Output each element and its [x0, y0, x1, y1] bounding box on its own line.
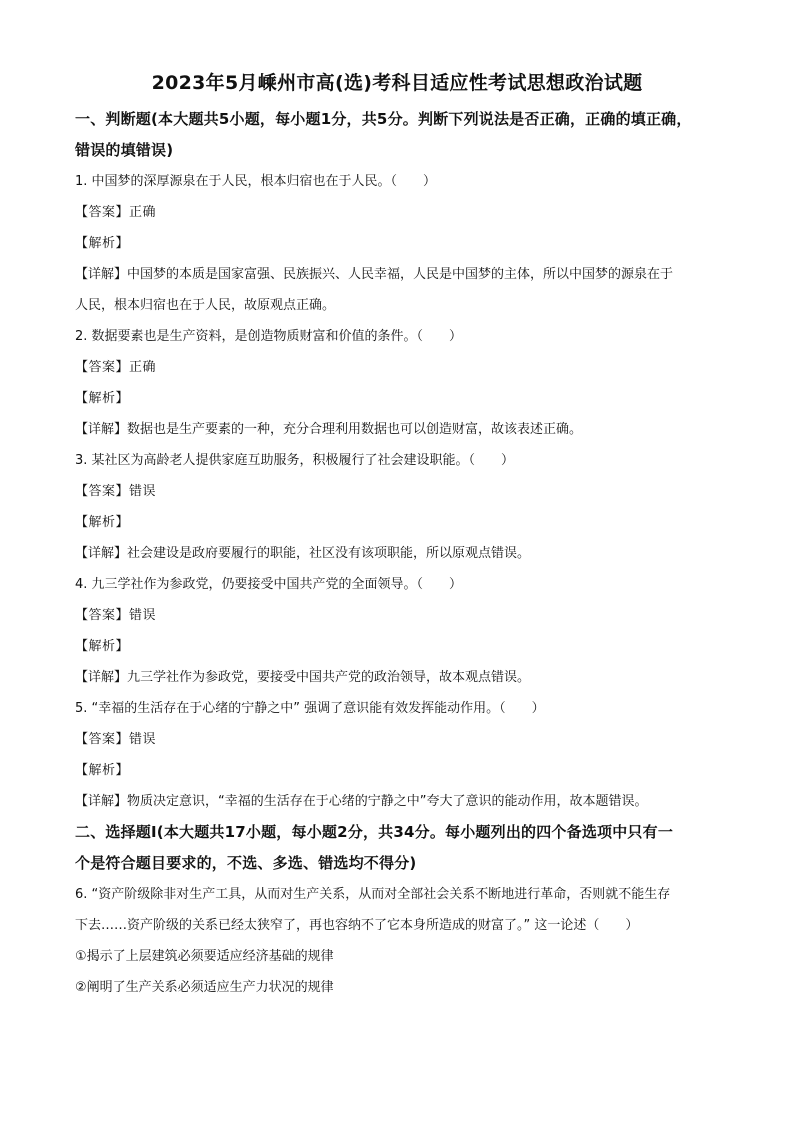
- question-3-analysis: 【解析】: [75, 515, 130, 530]
- document-body: [75, 104, 725, 1003]
- section-heading-choice: 二、选择题Ⅰ(本大题共17小题，每小题2分，共34分。每小题列出的四个备选项中只有一: [75, 823, 674, 841]
- section-heading-judgment-cont: 错误的填错误): [75, 141, 174, 159]
- question-2-answer: 【答案】正确: [75, 360, 157, 375]
- page-title: 2023年5月嵊州市高(选)考科目适应性考试思想政治试题: [151, 72, 643, 94]
- question-4-stem: 4. 九三学社作为参政党，仍要接受中国共产党的全面领导。（ ）: [75, 577, 463, 592]
- question-3-stem: 3. 某社区为高龄老人提供家庭互助服务，积极履行了社会建设职能。（ ）: [75, 453, 515, 468]
- question-6-option-1: ①揭示了上层建筑必须要适应经济基础的规律: [75, 949, 334, 964]
- question-1-answer: 【答案】正确: [75, 205, 157, 220]
- question-5-answer: 【答案】错误: [75, 732, 157, 747]
- question-6-stem-cont: 下去……资产阶级的关系已经太狭窄了，再也容纳不了它本身所造成的财富了。” 这一论述（ ）: [75, 918, 639, 933]
- section-heading-judgment: 一、判断题(本大题共5小题，每小题1分，共5分。判断下列说法是否正确，正确的填正确，: [75, 110, 692, 128]
- question-4-analysis: 【解析】: [75, 639, 130, 654]
- question-4-detail: 【详解】九三学社作为参政党，要接受中国共产党的政治领导，故本观点错误。: [75, 670, 531, 685]
- question-6-stem: 6. “资产阶级除非对生产工具，从而对生产关系，从而对全部社会关系不断地进行革命，否则就不能生存: [75, 887, 671, 902]
- section-heading-choice-cont: 个是符合题目要求的，不选、多选、错选均不得分): [75, 854, 417, 872]
- question-3-detail: 【详解】社会建设是政府要履行的职能，社区没有该项职能，所以原观点错误。: [75, 546, 531, 561]
- question-2-analysis: 【解析】: [75, 391, 130, 406]
- question-5-stem: 5. “幸福的生活存在于心绪的宁静之中” 强调了意识能有效发挥能动作用。（ ）: [75, 701, 545, 716]
- question-1-stem: 1. 中国梦的深厚源泉在于人民，根本归宿也在于人民。（ ）: [75, 174, 437, 189]
- question-1-analysis: 【解析】: [75, 236, 130, 251]
- question-3-answer: 【答案】错误: [75, 484, 157, 499]
- question-2-detail: 【详解】数据也是生产要素的一种，充分合理利用数据也可以创造财富，故该表述正确。: [75, 422, 583, 437]
- question-5-analysis: 【解析】: [75, 763, 130, 778]
- question-6-option-2: ②阐明了生产关系必须适应生产力状况的规律: [75, 980, 334, 995]
- question-1-detail: 【详解】中国梦的本质是国家富强、民族振兴、人民幸福，人民是中国梦的主体，所以中国梦的源泉在于: [75, 267, 674, 282]
- question-5-detail: 【详解】物质决定意识，“幸福的生活存在于心绪的宁静之中”夸大了意识的能动作用，故本题错误。: [75, 794, 648, 809]
- question-2-stem: 2. 数据要素也是生产资料，是创造物质财富和价值的条件。（ ）: [75, 329, 463, 344]
- question-4-answer: 【答案】错误: [75, 608, 157, 623]
- question-1-detail-cont: 人民，根本归宿也在于人民，故原观点正确。: [75, 298, 336, 313]
